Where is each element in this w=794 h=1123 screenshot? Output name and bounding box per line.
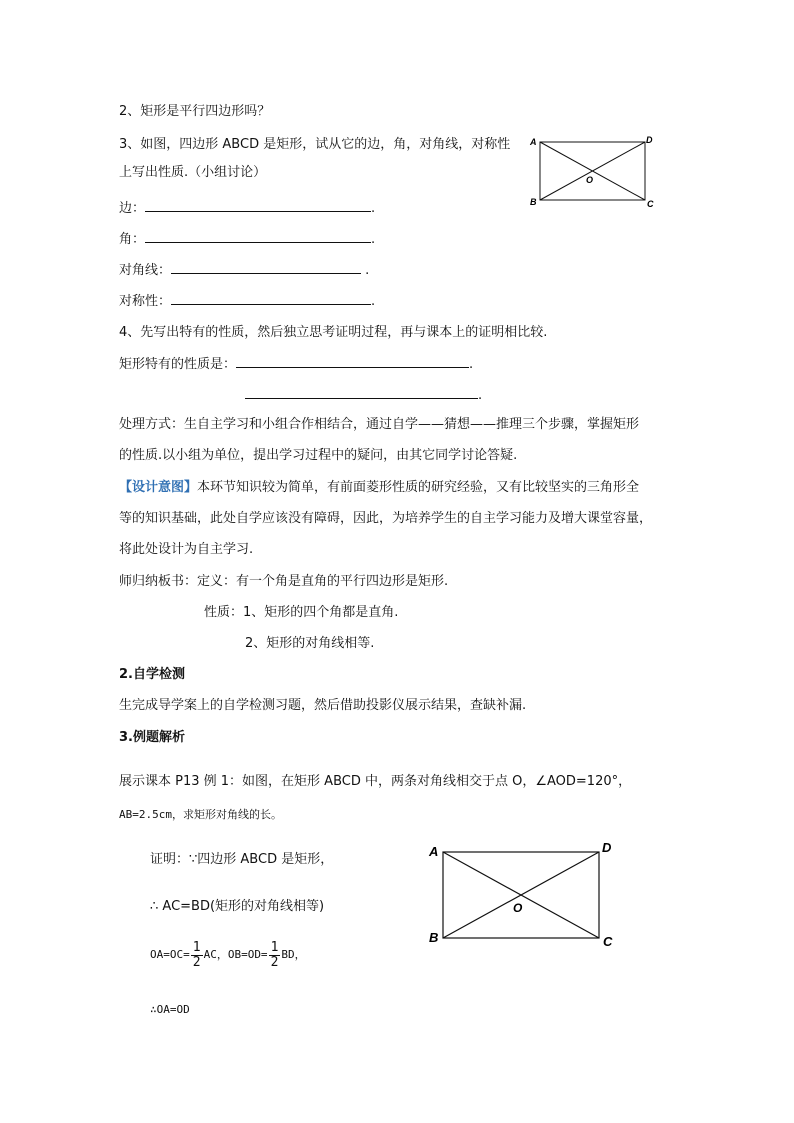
special-label: 矩形特有的性质是： <box>119 357 237 372</box>
design-intent-text: 本环节知识较为简单，有前面菱形性质的研究经验，又有比较坚实的三角形全 <box>197 480 640 495</box>
fraction-denominator: 2 <box>192 954 201 970</box>
vertex-a-label: A <box>429 844 439 859</box>
fill-angle <box>119 230 375 249</box>
proof-line4: ∴OA=OD <box>150 1003 190 1016</box>
proof-line3 <box>150 938 306 972</box>
question-4: 4、先写出特有的性质，然后独立思考证明过程，再与课本上的证明相比较. <box>119 325 548 340</box>
symmetry-blank[interactable] <box>171 292 371 305</box>
angle-label: 角： <box>119 232 146 247</box>
fraction-numerator: 1 <box>270 939 279 955</box>
vertex-b-label: B <box>429 930 439 945</box>
design-intent-line1 <box>119 479 639 497</box>
fraction-denominator: 2 <box>270 954 279 970</box>
section-3-title: 3.例题解析 <box>119 730 185 745</box>
example-line1: 展示课本 P13 例 1：如图，在矩形 ABCD 中，两条对角线相交于点 O，∠AOD=120°， <box>119 774 632 789</box>
side-label: 边： <box>119 201 146 216</box>
fill-side <box>119 199 375 218</box>
diagonal-label: 对角线： <box>119 263 172 278</box>
end-dot: . <box>371 201 376 216</box>
design-intent-tag: 【设计意图】 <box>119 480 198 495</box>
proof-oa-oc: OA=OC= <box>150 948 190 961</box>
rectangle-figure-large <box>425 838 625 953</box>
end-dot: . <box>371 294 376 309</box>
section-2-text: 生完成导学案上的自学检测习题，然后借助投影仪展示结果，查缺补漏. <box>119 698 527 713</box>
fraction-half <box>269 941 281 970</box>
fill-diagonal <box>119 261 369 280</box>
question-3-line2: 上写出性质.（小组讨论） <box>119 165 267 180</box>
example-line2: AB=2.5cm，求矩形对角线的长。 <box>119 808 282 821</box>
center-o-label: O <box>513 901 523 915</box>
proof-ac: AC，OB=OD= <box>203 948 268 961</box>
vertex-c-label: C <box>603 934 613 949</box>
special-blank-1[interactable] <box>236 355 469 368</box>
question-3-line1: 3、如图，四边形 ABCD 是矩形，试从它的边，角，对角线，对称性 <box>119 137 511 152</box>
rectangle-figure-small <box>530 135 660 210</box>
fraction-numerator: 1 <box>192 939 201 955</box>
diagonal-blank[interactable] <box>171 261 361 274</box>
method-line1: 处理方式：生自主学习和小组合作相结合，通过自学——猜想——推理三个步骤，掌握矩形 <box>119 417 640 432</box>
design-intent-line2: 等的知识基础，此处自学应该没有障碍，因此，为培养学生的自主学习能力及增大课堂容量， <box>119 511 653 526</box>
vertex-b-label: B <box>530 197 537 207</box>
end-dot: . <box>469 357 474 372</box>
center-o-label: O <box>586 175 594 185</box>
section-2-title: 2.自学检测 <box>119 667 185 682</box>
proof-line1: 证明：∵四边形 ABCD 是矩形， <box>150 852 334 867</box>
fill-symmetry <box>119 292 375 311</box>
angle-blank[interactable] <box>145 230 371 243</box>
symmetry-label: 对称性： <box>119 294 172 309</box>
vertex-d-label: D <box>646 135 653 145</box>
fraction-half <box>191 941 203 970</box>
vertex-c-label: C <box>647 199 654 209</box>
design-intent-line3: 将此处设计为自主学习. <box>119 542 254 557</box>
summary-property-1: 性质：1、矩形的四个角都是直角. <box>204 605 399 620</box>
proof-bd: BD， <box>281 948 306 961</box>
vertex-d-label: D <box>602 840 612 855</box>
end-dot: . <box>371 232 376 247</box>
side-blank[interactable] <box>145 199 371 212</box>
method-line2: 的性质.以小组为单位，提出学习过程中的疑问，由其它同学讨论答疑. <box>119 448 518 463</box>
special-blank-2[interactable] <box>245 386 478 399</box>
special-properties-line2 <box>245 386 482 405</box>
summary-property-2: 2、矩形的对角线相等. <box>245 636 375 651</box>
end-dot: . <box>365 263 370 278</box>
proof-line2: ∴ AC=BD(矩形的对角线相等) <box>150 899 325 914</box>
summary-definition: 师归纳板书：定义：有一个角是直角的平行四边形是矩形. <box>119 574 449 589</box>
end-dot: . <box>478 388 483 403</box>
vertex-a-label: A <box>530 137 537 147</box>
special-properties <box>119 355 473 374</box>
question-2: 2、矩形是平行四边形吗？ <box>119 104 271 119</box>
